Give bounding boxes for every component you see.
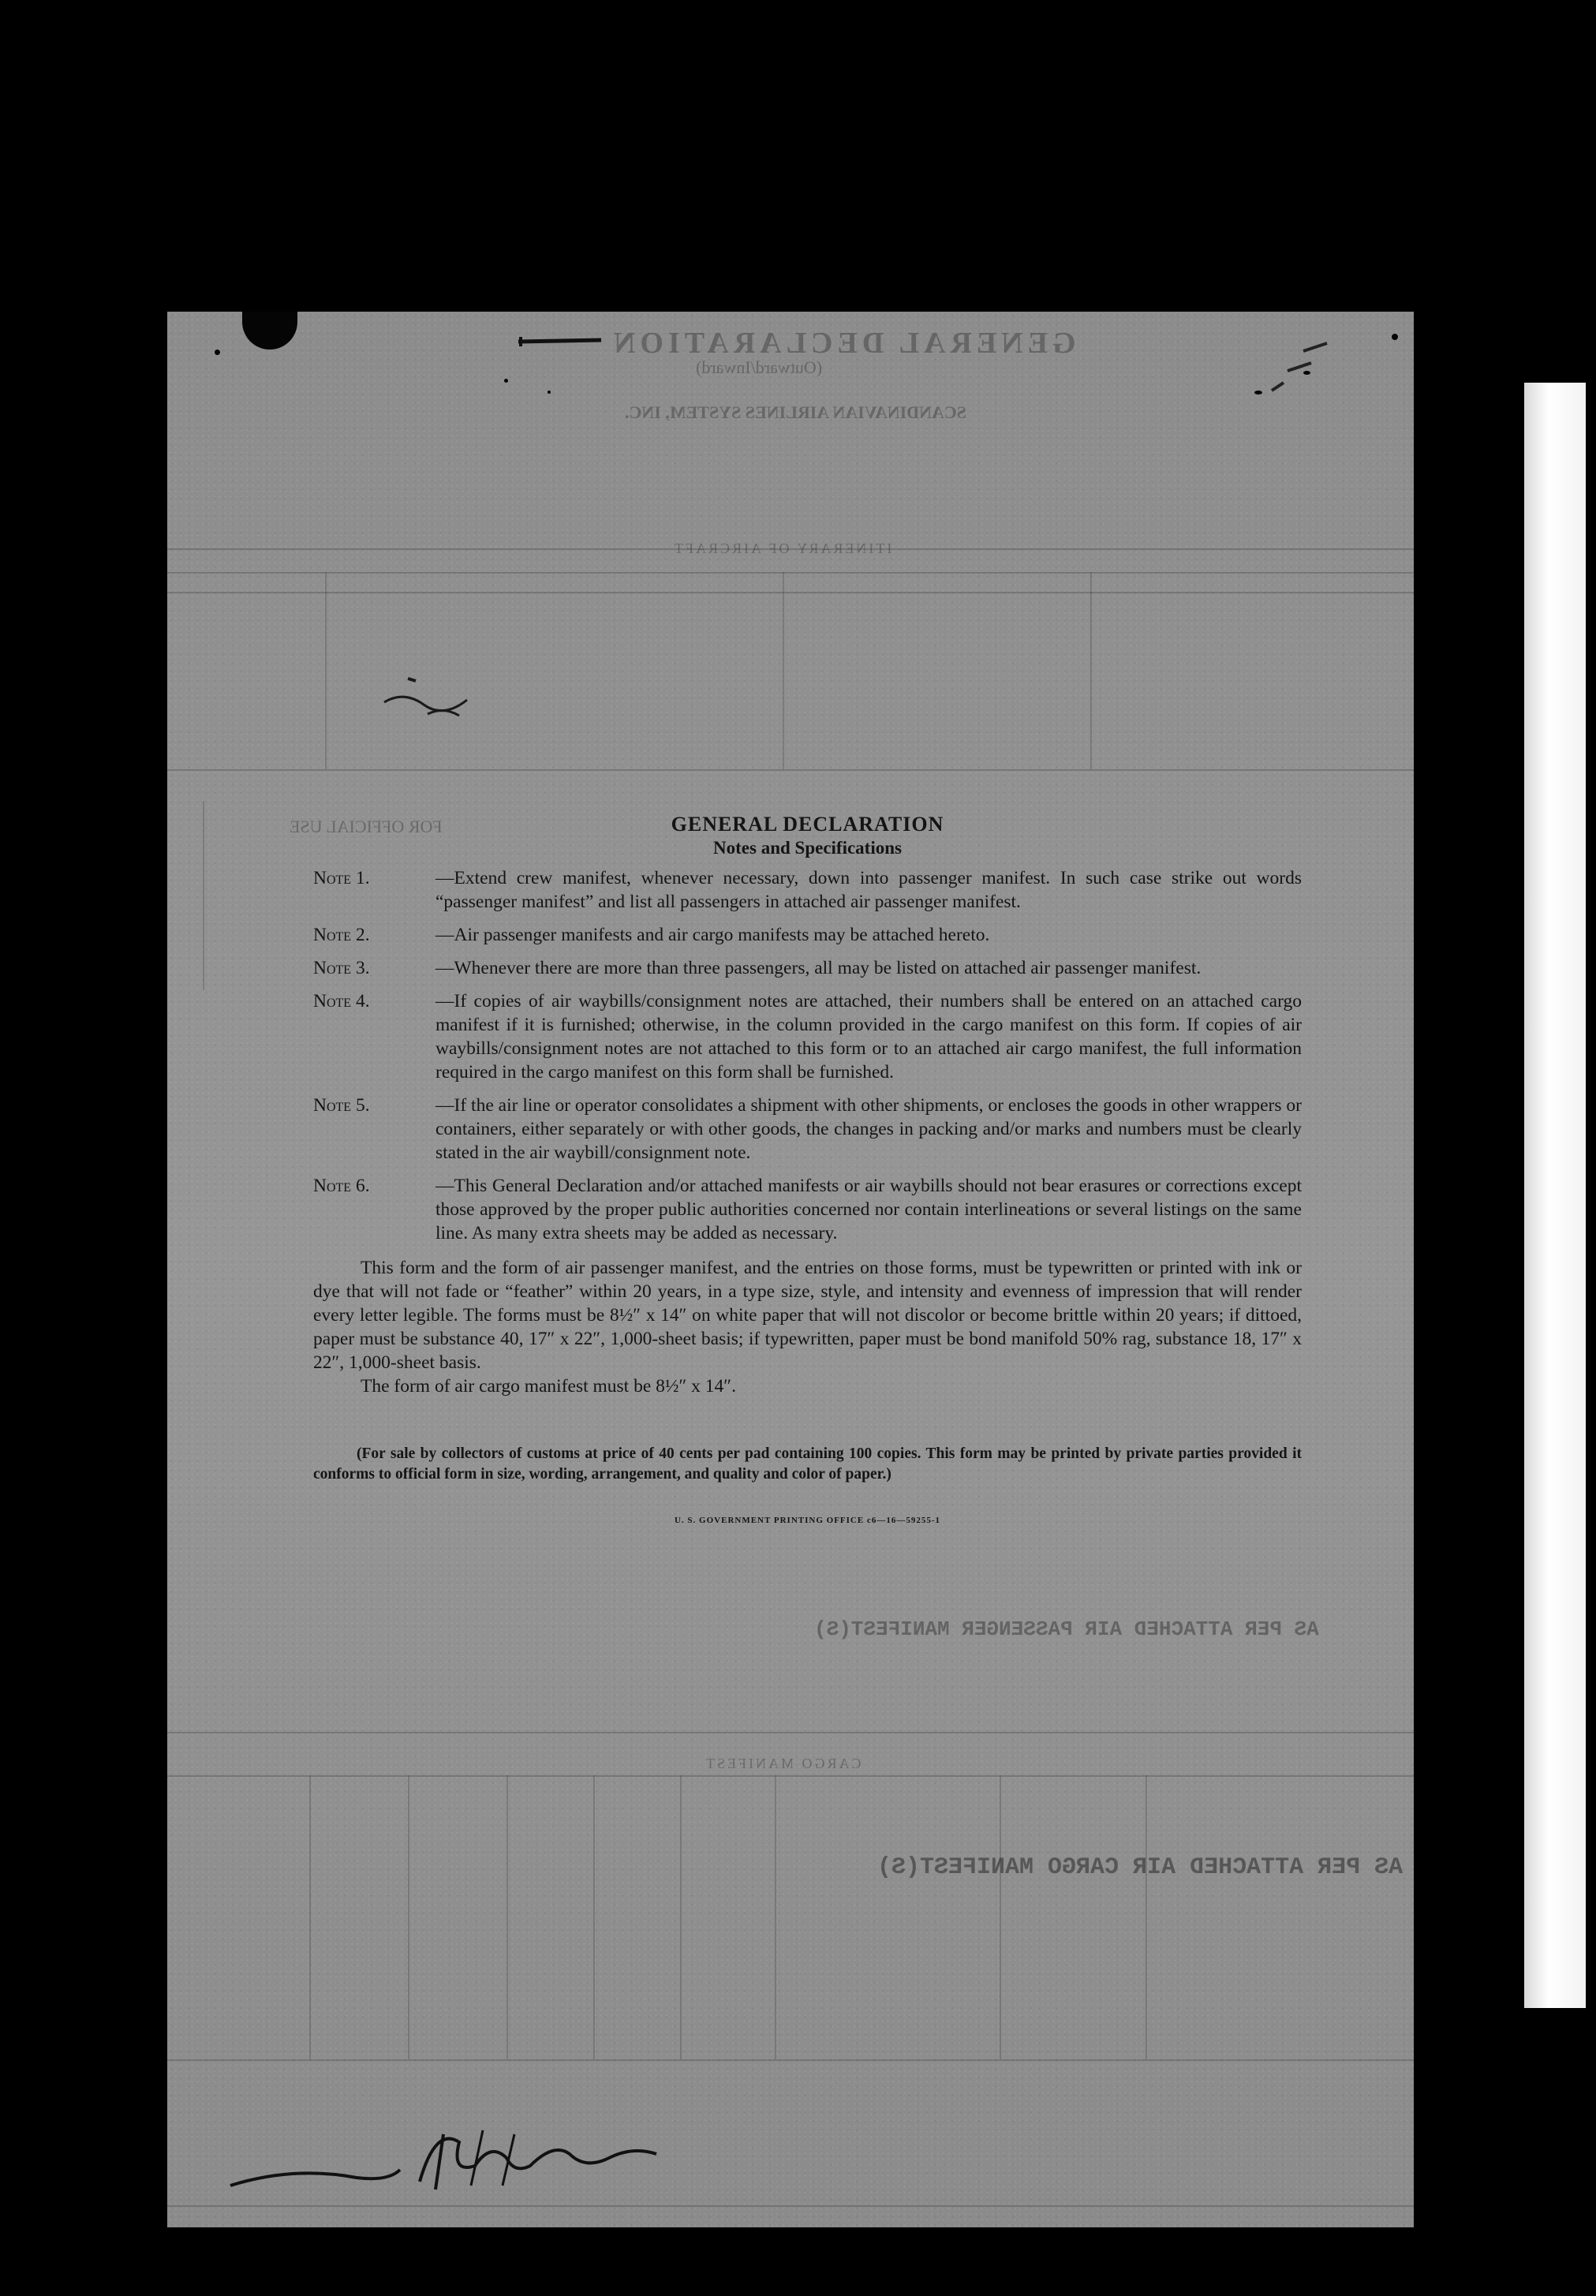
note-label: Note 4. (313, 991, 370, 1012)
note-text: —Extend crew manifest, whenever necessary, down into passenger manifest. In such case strike out words “passenger manifest” and list all passengers in attached air passenger manifest. (435, 868, 1302, 912)
ghost-column-rule (1000, 1775, 1001, 2059)
note-text: —If the air line or operator consolidates a shipment with other shipments, or encloses the goods in other wrappers or containers, either separately or with other goods, the changes in packing and/or marks and numbers must be clearly stated in the air waybill/consignment note. (435, 1095, 1302, 1163)
ghost-column-rule (203, 801, 204, 990)
ghost-rule (167, 1732, 1414, 1733)
note-2 (313, 923, 1302, 947)
ink-dot (548, 391, 551, 394)
ghost-column-rule (775, 1775, 776, 2059)
ink-dot (504, 379, 508, 383)
notes-section (313, 813, 1302, 1532)
signature-image (199, 2111, 688, 2205)
ghost-title: GENERAL DECLARATION (609, 327, 1076, 360)
note-1 (313, 866, 1302, 914)
ghost-rule (167, 572, 1414, 574)
note-label: Note 3. (313, 958, 370, 978)
page-subtitle: Notes and Specifications (713, 838, 902, 858)
document-page (167, 312, 1414, 2227)
specification-paragraph: This form and the form of air passenger manifest, and the entries on those forms, must be typewritten or printed with ink or dye that will not fade or “feather” within 20 years, in a type size, style, and intensity and evenness of impression that will render every letter legible. The forms must be 8½″ x 14″ on white paper that will not discolor or become brittle within 20 years; if dittoed, paper must be substance 40, 17″ x 22″, 1,000-sheet basis; if typewritten, paper must be bond manifold 50% rag, substance 18, 17″ x 22″, 1,000-sheet basis. (313, 1258, 1302, 1373)
ink-dot (1392, 334, 1398, 340)
ghost-column-rule (506, 1775, 508, 2059)
punch-hole (242, 312, 297, 350)
ghost-column-rule (1146, 1775, 1147, 2059)
cargo-size-paragraph: The form of air cargo manifest must be 8½″ x 14″. (361, 1376, 736, 1397)
note-6 (313, 1174, 1302, 1245)
note-text: —This General Declaration and/or attached manifests or air waybills should not bear erasures or corrections except those approved by the proper public authorities concerned nor contain interlineations or several listings on the same line. As many extra sheets may be added as necessary. (435, 1176, 1302, 1243)
ink-dot (215, 350, 220, 355)
ghost-stamp-passenger: AS PER ATTACHED AIR PASSENGER MANIFEST(S) (814, 1617, 1319, 1641)
ghost-operator: SCANDINAVIAN AIRLINES SYSTEM, INC. (625, 402, 966, 422)
ghost-rule (167, 769, 1414, 771)
ghost-column-rule (680, 1775, 682, 2059)
ghost-rule (167, 2205, 1414, 2207)
adjacent-page-strip (1524, 383, 1586, 2008)
note-label: Note 6. (313, 1176, 370, 1196)
ghost-stamp-cargo: AS PER ATTACHED AIR CARGO MANIFEST(S) (877, 1854, 1404, 1881)
ghost-official-use: FOR OFFICIAL USE (290, 817, 443, 836)
note-4 (313, 989, 1302, 1084)
ghost-itinerary: ITINERARY OF AIRCRAFT (672, 540, 892, 556)
printing-office-line: U. S. GOVERNMENT PRINTING OFFICE c6—16—59255-1 (674, 1516, 940, 1525)
note-5 (313, 1094, 1302, 1165)
note-label: Note 2. (313, 925, 370, 945)
ghost-rule (167, 592, 1414, 593)
sale-note: (For sale by collectors of customs at price of 40 cents per pad containing 100 copies. This form may be printed by private parties provided it conforms to official form in size, wording, arrangement, and quality and color of paper.) (313, 1445, 1302, 1483)
note-3 (313, 956, 1302, 980)
pencil-marks (1232, 335, 1343, 406)
note-text: —If copies of air waybills/consignment notes are attached, their numbers shall be entered on an attached cargo manifest if it is furnished; otherwise, in the column provided in the cargo manifest on this form. If copies of air waybills/consignment notes are not attached to this form or to an attached air cargo manifest, the full information required in the cargo manifest on this form shall be furnished. (435, 991, 1302, 1083)
note-text: —Air passenger manifests and air cargo manifests may be attached hereto. (435, 925, 990, 945)
top-bracket-mark (514, 327, 609, 351)
note-label: Note 1. (313, 868, 370, 888)
ghost-cargo-manifest: CARGO MANIFEST (704, 1756, 862, 1771)
ghost-column-rule (783, 572, 784, 769)
ghost-column-rule (408, 1775, 409, 2059)
handwritten-mark (380, 659, 483, 722)
ghost-column-rule (1090, 572, 1092, 769)
ghost-rule (167, 1775, 1414, 1777)
page-title: GENERAL DECLARATION (671, 813, 944, 836)
note-text: —Whenever there are more than three passengers, all may be listed on attached air passenger manifest. (435, 958, 1202, 978)
ghost-column-rule (325, 572, 327, 769)
ghost-column-rule (309, 1775, 311, 2059)
ghost-column-rule (593, 1775, 595, 2059)
ghost-subtitle: (Outward/Inward) (696, 357, 823, 377)
ghost-rule (167, 2059, 1414, 2061)
note-label: Note 5. (313, 1095, 370, 1116)
